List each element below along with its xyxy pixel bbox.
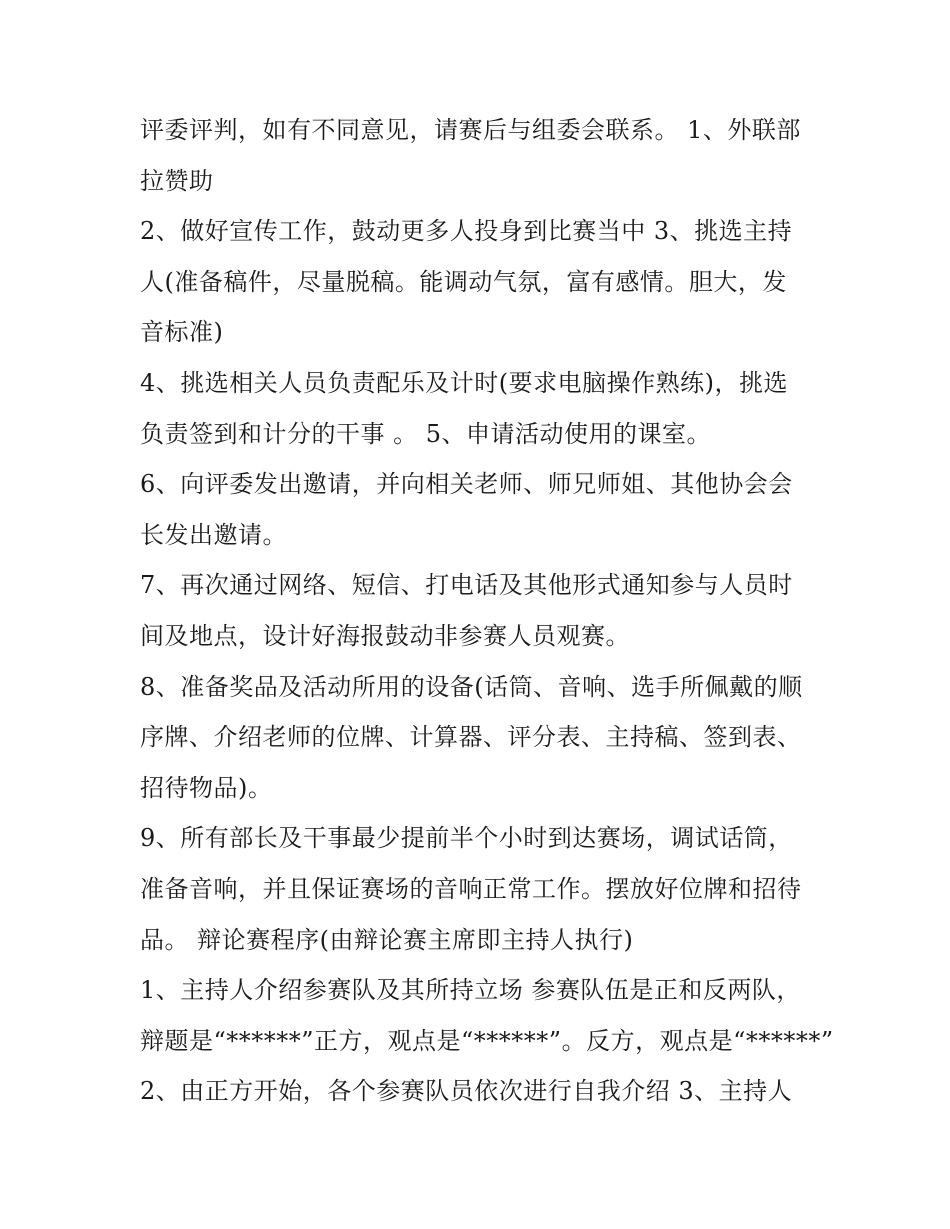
text-line: 负责签到和计分的干事 。 5、申请活动使用的课室。 — [140, 420, 712, 448]
text-line: 评委评判，如有不同意见，请赛后与组委会联系。 1、外联部 — [140, 116, 801, 144]
text-line: 4、挑选相关人员负责配乐及计时(要求电脑操作熟练)，挑选 — [140, 369, 788, 397]
text-line: 6、向评委发出邀请，并向相关老师、师兄师姐、其他协会会 — [140, 470, 793, 498]
text-line: 拉赞助 — [140, 167, 214, 195]
text-line: 序牌、介绍老师的位牌、计算器、评分表、主持稿、签到表、 — [140, 723, 802, 751]
text-line: 长发出邀请。 — [140, 521, 287, 549]
text-line: 9、所有部长及干事最少提前半个小时到达赛场，调试话筒， — [140, 824, 793, 852]
text-line: 品。 辩论赛程序(由辩论赛主席即主持人执行) — [140, 926, 634, 954]
text-line: 2、做好宣传工作，鼓动更多人投身到比赛当中 3、挑选主持 — [140, 217, 793, 245]
text-line: 招待物品)。 — [140, 774, 273, 802]
text-line: 准备音响，并且保证赛场的音响正常工作。摆放好位牌和招待 — [140, 875, 802, 903]
text-line: 辩题是“******”正方，观点是“******”。反方，观点是“******” — [140, 1027, 834, 1055]
text-line: 音标准) — [140, 318, 224, 346]
text-line: 1、主持人介绍参赛队及其所持立场 参赛队伍是正和反两队， — [140, 976, 801, 1004]
text-line: 间及地点，设计好海报鼓动非参赛人员观赛。 — [140, 622, 630, 650]
text-line: 人(准备稿件，尽量脱稿。能调动气氛，富有感情。胆大，发 — [140, 268, 787, 296]
text-line: 8、准备奖品及活动所用的设备(话筒、音响、选手所佩戴的顺 — [140, 673, 803, 701]
text-line: 7、再次通过网络、短信、打电话及其他形式通知参与人员时 — [140, 571, 793, 599]
text-line: 2、由正方开始，各个参赛队员依次进行自我介绍 3、主持人 — [140, 1077, 793, 1105]
